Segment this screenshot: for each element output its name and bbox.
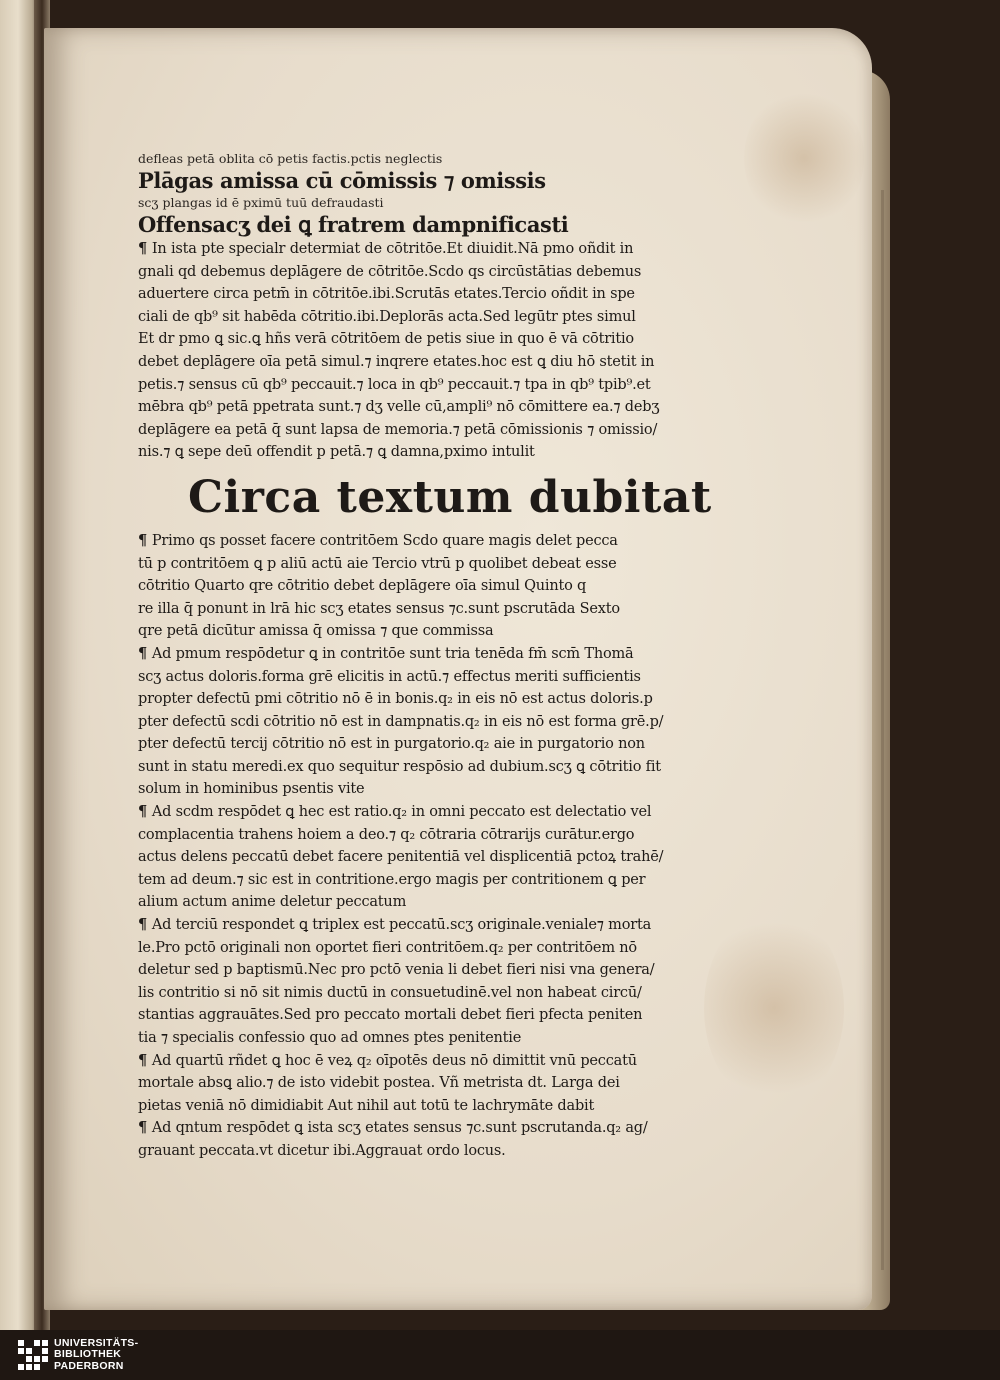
line-text: Primo qs posset facere contritōem Scdo quare magis delet pecca xyxy=(151,532,618,549)
pilcrow-icon: ¶ xyxy=(138,1119,152,1137)
text-line xyxy=(138,1072,708,1095)
line-text: cōtritio Quarto qre cōtritio debet deplāgere oīa simul Quinto q xyxy=(138,578,587,595)
line-text: complacentia trahens hoiem a deo.⁊ q₂ cōtraria cōtrarijs curātur.ergo xyxy=(138,826,635,843)
text-line xyxy=(138,419,708,442)
text-line xyxy=(138,238,708,261)
line-text: actus delens peccatū debet facere penitentiā vel displicentiā pctoꝝ trahē/ xyxy=(138,849,664,866)
text-line xyxy=(138,1050,708,1073)
text-line xyxy=(138,261,708,284)
pilcrow-icon: ¶ xyxy=(138,531,152,549)
answers-paragraphs xyxy=(138,643,708,1163)
text-line xyxy=(138,914,708,937)
text-line xyxy=(138,396,708,419)
line-text: Ad scdm respōdet ꝗ hec est ratio.q₂ in omni peccato est delectatio vel xyxy=(151,804,652,821)
text-line xyxy=(138,1095,708,1118)
paper-stain xyxy=(704,908,844,1108)
text-line xyxy=(138,283,708,306)
text-line xyxy=(138,306,708,329)
line-text: solum in hominibus psentis vite xyxy=(138,781,365,798)
text-line xyxy=(138,1117,708,1140)
library-logo-mark-icon xyxy=(18,1340,48,1370)
library-logo-text xyxy=(54,1338,138,1373)
line-text: nis.⁊ ꝗ sepe deū offendit p petā.⁊ ꝗ damna,pximo intulit xyxy=(138,444,535,461)
line-text: deplāgere ea petā q̄ sunt lapsa de memoria.⁊ petā cōmissionis ⁊ omissio/ xyxy=(138,421,658,438)
text-line xyxy=(138,441,708,464)
line-text: gnali qd debemus deplāgere de cōtritōe.Scdo qs circūstātias debemus xyxy=(138,263,642,280)
verse-line: Offensacʒ dei ꝗ fratrem dampnificasti xyxy=(138,212,569,237)
text-line xyxy=(138,643,708,666)
line-text: mēbra qb⁹ petā ppetrata sunt.⁊ dʒ velle cū,ampli⁹ nō cōmittere ea.⁊ debʒ xyxy=(138,399,660,416)
line-text: tem ad deum.⁊ sic est in contritione.ergo magis per contritionem ꝗ per xyxy=(138,871,646,888)
text-line xyxy=(138,778,708,801)
text-line xyxy=(138,351,708,374)
text-line xyxy=(138,937,708,960)
logo-line: PADERBORN xyxy=(54,1359,124,1372)
text-line xyxy=(138,846,708,869)
line-text: propter defectū pmi cōtritio nō ē in bonis.q₂ in eis nō est actus doloris.p xyxy=(138,691,653,708)
line-text: grauant peccata.vt dicetur ibi.Aggrauat ordo locus. xyxy=(138,1142,506,1159)
text-line xyxy=(138,553,708,576)
text-line xyxy=(138,801,708,824)
pilcrow-icon: ¶ xyxy=(138,803,152,821)
line-text: deletur sed p baptismū.Nec pro pctō venia li debet fieri nisi vna genera/ xyxy=(138,962,655,979)
pilcrow-icon: ¶ xyxy=(138,916,152,934)
line-text: pter defectū scdi cōtritio nō est in dampnatis.q₂ in eis nō est forma grē.p/ xyxy=(138,713,664,730)
text-line xyxy=(138,756,708,779)
printed-text-block xyxy=(138,150,712,1163)
text-line xyxy=(138,1004,708,1027)
line-text: scʒ actus doloris.forma grē elicitis in actū.⁊ effectus meriti sufficientis xyxy=(138,668,641,685)
pilcrow-icon: ¶ xyxy=(138,644,152,662)
line-text: ciali de qb⁹ sit habēda cōtritio.ibi.Deplorās acta.Sed legūtr ptes simul xyxy=(138,308,636,325)
text-line xyxy=(138,666,708,689)
line-text: tia ⁊ specialis confessio quo ad omnes ptes penitentie xyxy=(138,1030,522,1046)
text-line xyxy=(138,374,708,397)
interlinear-gloss: defleas petā oblita cō petis factis.pctis neglectis xyxy=(138,151,443,166)
line-text: In ista pte specialr determiat de cōtritōe.Et diuidit.Nā pmo oñdit in xyxy=(151,241,634,257)
pilcrow-icon: ¶ xyxy=(138,240,152,257)
line-text: stantias aggrauātes.Sed pro peccato mortali debet fieri pfecta peniten xyxy=(138,1007,643,1024)
line-text: mortale absꝗ alio.⁊ de isto videbit postea. Vñ metrista dt. Larga dei xyxy=(138,1075,620,1092)
line-text: Ad quartū rñdet ꝗ hoc ē veꝝ q₂ oīpotēs deus nō dimittit vnū peccatū xyxy=(151,1052,637,1069)
text-line xyxy=(138,575,708,598)
line-text: lis contritio si nō sit nimis ductū in consuetudinē.vel non habeat circū/ xyxy=(138,984,642,1001)
section-heading: Circa textum dubitat xyxy=(188,471,712,523)
line-text: petis.⁊ sensus cū qb⁹ peccauit.⁊ loca in qb⁹ peccauit.⁊ tpa in qb⁹ tpib⁹.et xyxy=(138,376,651,393)
line-text: aduertere circa petm̄ in cōtritōe.ibi.Scrutās etates.Tercio oñdit in spe xyxy=(138,286,635,303)
line-text: pter defectū tercij cōtritio nō est in purgatorio.q₂ aie in purgatorio non xyxy=(138,736,645,753)
text-line xyxy=(138,869,708,892)
text-line xyxy=(138,824,708,847)
line-text: pietas veniā nō dimidiabit Aut nihil aut totū te lachrymāte dabit xyxy=(138,1097,595,1114)
library-logo xyxy=(18,1333,138,1377)
text-line xyxy=(138,328,708,351)
line-text: Ad pmum respōdetur ꝗ in contritōe sunt tria tenēda fm̄ scm̄ Thomā xyxy=(151,645,634,662)
questions-paragraph xyxy=(138,530,708,643)
line-text: sunt in statu meredi.ex quo sequitur respōsio ad dubium.scʒ ꝗ cōtritio fit xyxy=(138,758,661,775)
text-line xyxy=(138,530,708,553)
text-line xyxy=(138,620,708,643)
line-text: Ad qntum respōdet ꝗ ista scʒ etates sensus ⁊c.sunt pscrutanda.q₂ ag/ xyxy=(151,1120,648,1137)
line-text: qre petā dicūtur amissa q̄ omissa ⁊ que commissa xyxy=(138,623,494,640)
commentary-paragraph xyxy=(138,238,708,464)
verse-line: Plāgas amissa cū cōmissis ⁊ omissis xyxy=(138,168,546,193)
line-text: alium actum anime deletur peccatum xyxy=(138,894,407,911)
text-line xyxy=(138,733,708,756)
line-text: Ad terciū respondet ꝗ triplex est peccatū.scʒ originale.veniale⁊ morta xyxy=(151,917,652,934)
line-text: re illa q̄ ponunt in lrā hic scʒ etates sensus ⁊c.sunt pscrutāda Sexto xyxy=(138,600,620,617)
line-text: Et dr pmo ꝗ sic.ꝗ hñs verā cōtritōem de petis siue in quo ē vā cōtritio xyxy=(138,331,634,348)
logo-line: UNIVERSITÄTS- xyxy=(54,1336,139,1349)
pilcrow-icon: ¶ xyxy=(138,1051,152,1069)
text-line xyxy=(138,688,708,711)
text-line xyxy=(138,598,708,621)
line-text: debet deplāgere oīa petā simul.⁊ inqrere etates.hoc est ꝗ diu hō stetit in xyxy=(138,353,655,370)
text-line xyxy=(138,891,708,914)
paper-stain xyxy=(744,88,864,228)
text-line xyxy=(138,959,708,982)
line-text: tū p contritōem ꝗ p aliū actū aie Tercio vtrū p quolibet debeat esse xyxy=(138,555,617,572)
text-line xyxy=(138,1027,708,1050)
line-text: le.Pro pctō originali non oportet fieri contritōem.q₂ per contritōem nō xyxy=(138,939,637,956)
logo-line: BIBLIOTHEK xyxy=(54,1348,122,1361)
text-line xyxy=(138,1140,708,1163)
text-line xyxy=(138,711,708,734)
interlinear-gloss: scʒ plangas id ē pximū tuū defraudasti xyxy=(138,195,384,210)
text-line xyxy=(138,982,708,1005)
